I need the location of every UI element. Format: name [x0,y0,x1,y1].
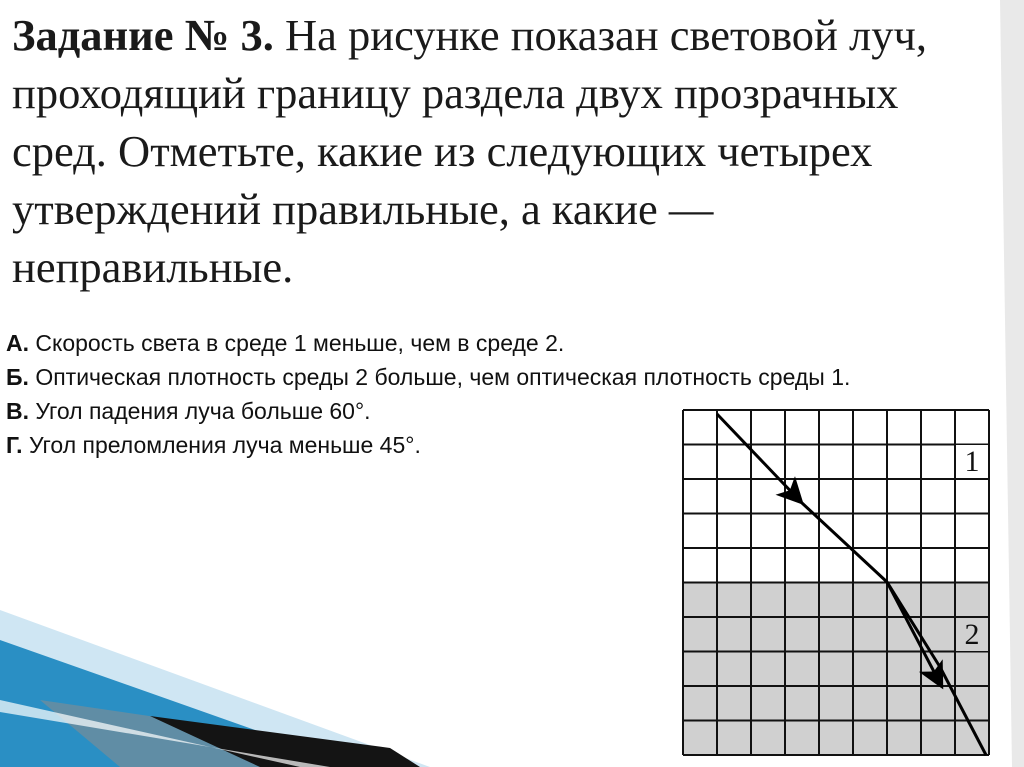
statement-text: Скорость света в среде 1 меньше, чем в среде 2. [35,330,565,356]
statement-text: Угол падения луча больше 60°. [35,398,371,424]
statement-letter: Г. [6,432,23,458]
statement-text: Оптическая плотность среды 2 больше, чем оптическая плотность среды 1. [35,364,851,390]
statement-b [6,360,946,394]
task-text: На рисунке показан световой луч, проходящий границу раздела двух прозрачных сред. Отметьте, какие из следующих четырех утверждений правильные, а какие — неправильные. [12,10,927,292]
medium-2-label: 2 [964,618,980,651]
refraction-diagram [678,405,998,760]
medium-1-label: 1 [964,445,980,478]
statement-a [6,326,946,360]
medium-2-area [683,583,989,755]
incident-ray-arrow [717,414,802,503]
statement-letter: А. [6,330,29,356]
statement-letter: В. [6,398,29,424]
decor-right-shade [1000,0,1024,767]
task-label: Задание № 3. [12,10,274,60]
task-heading [12,6,972,296]
statement-letter: Б. [6,364,29,390]
statement-text: Угол преломления луча меньше 45°. [28,432,421,458]
